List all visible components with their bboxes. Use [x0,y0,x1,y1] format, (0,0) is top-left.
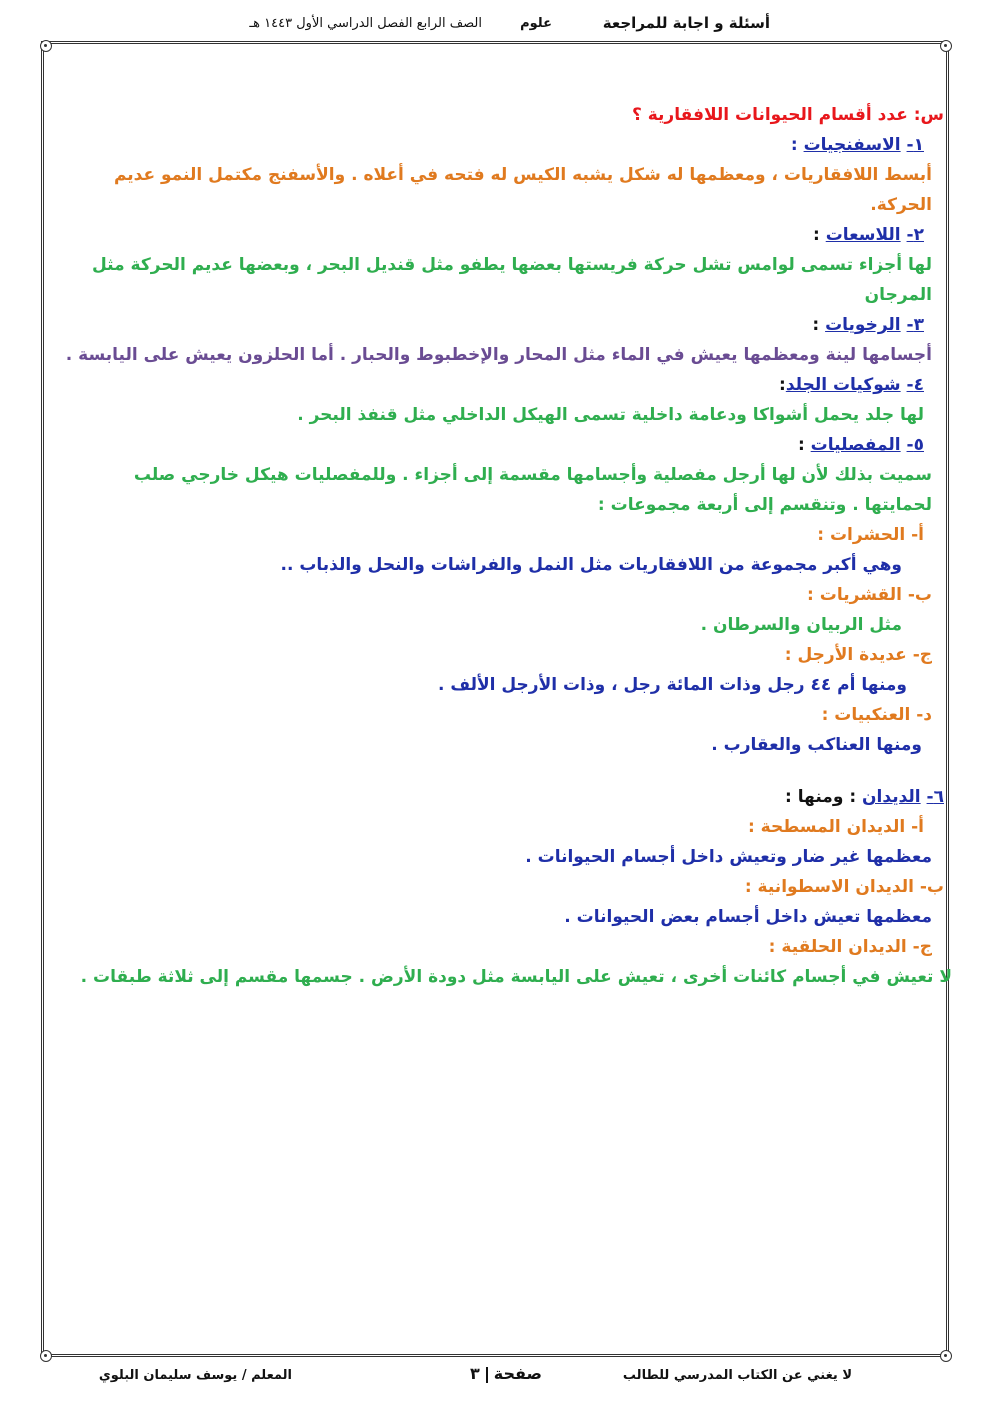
subsection-text: ومنها أم ٤٤ رجل وذات المائة رجل ، وذات الأرجل الألف . [437,675,907,695]
section-text: المرجان [864,285,932,305]
corner-ornament-icon [940,40,952,52]
subsection-text: مثل الربيان والسرطان . [700,615,902,635]
header-subject: علوم [520,16,552,31]
section-name: الاسفنجيات [803,135,901,155]
subsection-title: ب- القشريات : [807,585,932,605]
section-heading [64,430,924,460]
section-number: ٦- [926,787,944,807]
subsection-title: ج- عديدة الأرجل : [784,645,932,665]
spacer [72,760,932,782]
section-colon: : [812,315,826,335]
page-label: صفحة [493,1364,542,1383]
section-text: لها جلد يحمل أشواكا ودعامة داخلية تسمى الهيكل الداخلي مثل قنفذ البحر . [297,405,924,425]
section-suffix: : ومنها : [785,787,863,807]
section-text: أبسط اللافقاريات ، ومعظمها له شكل يشبه الكيس له فتحه في أعلاه . والأسفنج مكتمل النمو عديم [113,165,932,185]
corner-ornament-icon [40,40,52,52]
subsection-text: معظمها تعيش داخل أجسام بعض الحيوانات . [564,907,932,927]
section-text: لحمايتها . وتنقسم إلى أربعة مجموعات : [597,495,932,515]
header-title: أسئلة و اجابة للمراجعة [602,14,770,32]
section-heading [64,130,924,160]
subsection-title: د- العنكبيات : [821,705,932,725]
section-colon: : [813,225,826,245]
section-number: ٢- [906,225,924,245]
page-number-block [470,1364,542,1383]
section-name: الرخويات [825,315,901,335]
section-name: اللاسعات [825,225,901,245]
header-grade-term: الصف الرابع الفصل الدراسي الأول ١٤٤٣ هـ [249,16,482,31]
section-number: ٤- [906,375,924,395]
section-text: سميت بذلك لأن لها أرجل مفصلية وأجسامها مقسمة إلى أجزاء . وللمفصليات هيكل خارجي صلب [133,465,932,485]
corner-ornament-icon [40,1350,52,1362]
subsection-text: معظمها غير ضار وتعيش داخل أجسام الحيوانات . [525,847,932,867]
page-header [0,10,992,42]
page-footer [0,1362,992,1392]
corner-ornament-icon [940,1350,952,1362]
section-number: ١- [906,135,924,155]
section-heading [64,370,924,400]
subsection-title: ب- الديدان الاسطوانية : [744,877,944,897]
subsection-title: أ- الحشرات : [817,525,924,545]
question-heading: س: عدد أقسام الحيوانات اللافقارية ؟ [631,105,944,125]
section-colon: : [790,135,804,155]
separator [486,1367,488,1383]
subsection-text: ومنها العناكب والعقارب . [711,735,922,755]
section-name: المفصليات [810,435,901,455]
footer-teacher: المعلم / يوسف سليمان البلوي [98,1368,292,1383]
section-heading [84,782,944,812]
subsection-title: أ- الديدان المسطحة : [747,817,924,837]
section-number: ٣- [906,315,924,335]
section-text: لها أجزاء تسمى لوامس تشل حركة فريستها بعضها يطفو مثل قنديل البحر ، وبعضها عديم الحركة مثل [92,255,932,275]
section-heading [64,220,924,250]
footer-note: لا يغني عن الكتاب المدرسي للطالب [622,1368,852,1383]
section-colon: : [797,435,811,455]
section-name: شوكيات الجلد [785,375,901,395]
section-name: الديدان [862,787,921,807]
section-colon: : [779,375,786,395]
page-content [65,100,952,992]
section-heading [64,310,924,340]
subsection-title: ج- الديدان الحلقية : [768,937,932,957]
subsection-text: لا تعيش في أجسام كائنات أخرى ، تعيش على اليابسة مثل دودة الأرض . جسمها مقسم إلى ثلاثة طبقات . [80,967,952,987]
page-number: ٣ [470,1364,480,1383]
subsection-text: وهي أكبر مجموعة من اللافقاريات مثل النمل والفراشات والنحل والذباب .. [280,555,902,575]
section-text: أجسامها لينة ومعظمها يعيش في الماء مثل المحار والإخطبوط والحبار . أما الحلزون يعيش على اليابسة . [65,345,932,365]
section-number: ٥- [906,435,924,455]
section-text: الحركة. [870,195,932,215]
